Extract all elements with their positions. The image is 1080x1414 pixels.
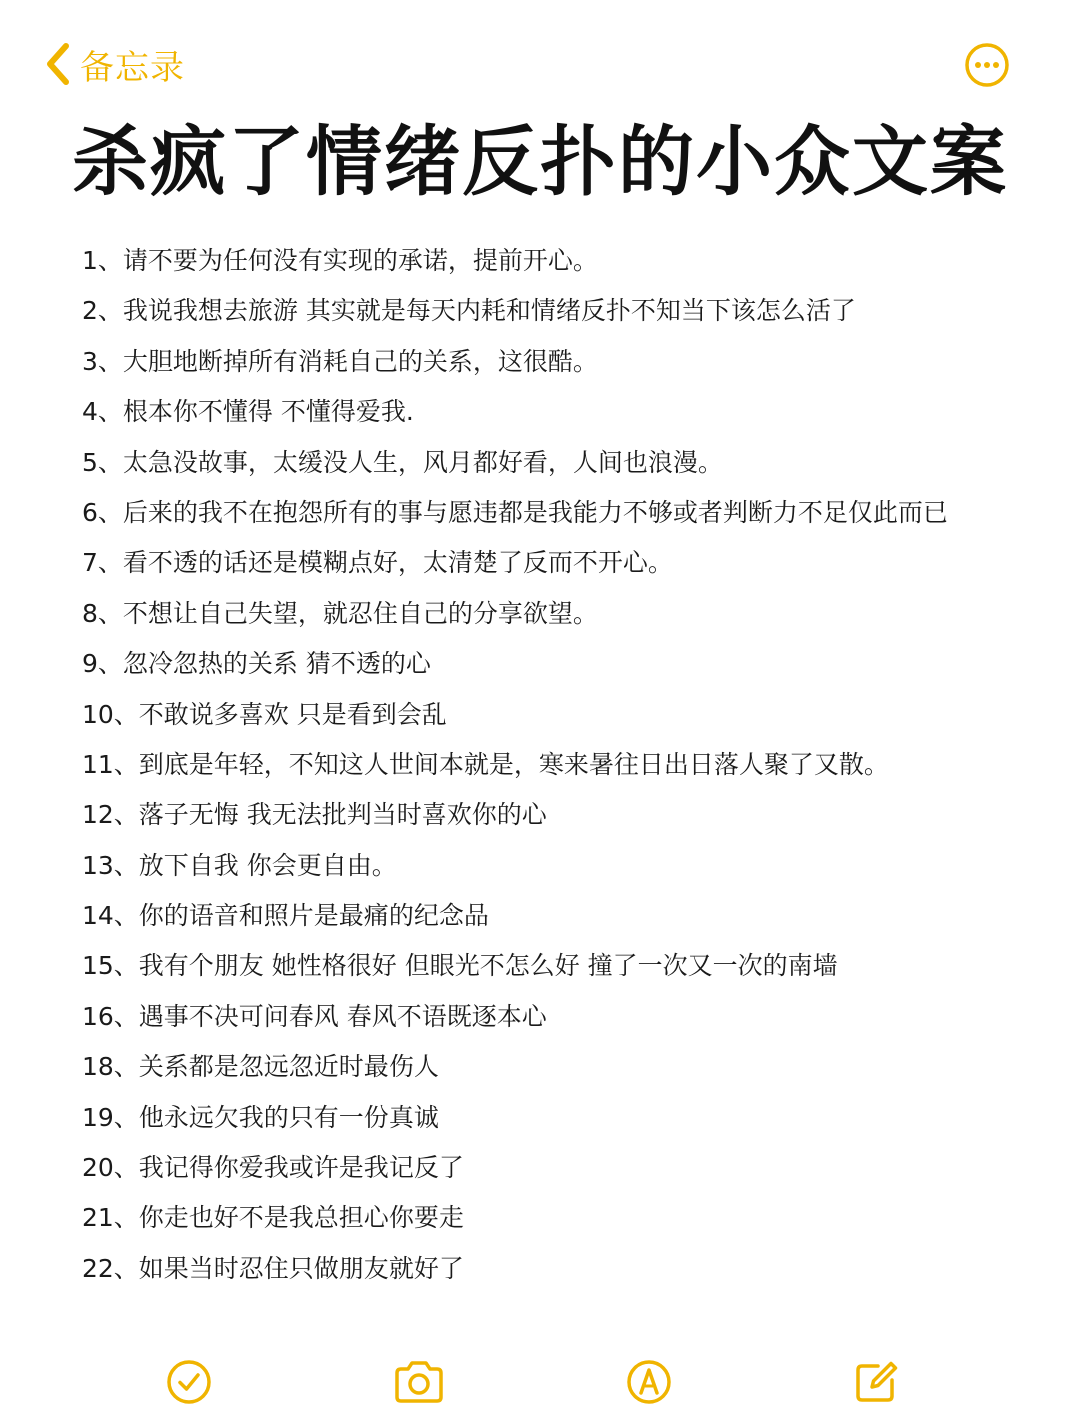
list-item: 6、后来的我不在抱怨所有的事与愿违都是我能力不够或者判断力不足仅此而已 — [82, 497, 948, 527]
list-item: 4、根本你不懂得 不懂得爱我. — [82, 397, 414, 427]
checklist-icon — [165, 1358, 213, 1406]
back-button[interactable] — [44, 40, 185, 88]
list-item: 22、如果当时忍住只做朋友就好了 — [82, 1253, 464, 1283]
list-item: 11、到底是年轻，不知这人世间本就是，寒来暑往日出日落人聚了又散。 — [82, 749, 889, 779]
list-item: 13、放下自我 你会更自由。 — [82, 850, 397, 880]
list-item: 1、请不要为任何没有实现的承诺，提前开心。 — [82, 246, 598, 275]
back-button-label: 备忘录 — [80, 47, 185, 88]
list-item: 5、太急没故事，太缓没人生，风月都好看，人间也浪漫。 — [82, 447, 723, 477]
list-item: 20、我记得你爱我或许是我记反了 — [82, 1153, 464, 1183]
markup-button[interactable] — [625, 1358, 673, 1406]
checklist-button[interactable] — [165, 1358, 213, 1406]
chevron-left-icon — [44, 42, 70, 86]
compose-icon — [852, 1358, 900, 1406]
bottom-toolbar — [0, 1350, 1080, 1414]
note-title: 杀疯了情绪反扑的小众文案 — [72, 117, 1008, 206]
markup-icon — [625, 1358, 673, 1406]
list-item: 10、不敢说多喜欢 只是看到会乱 — [82, 699, 447, 729]
note-body — [82, 236, 1042, 1294]
list-item: 12、落子无悔 我无法批判当时喜欢你的心 — [82, 800, 547, 830]
list-item: 3、大胆地断掉所有消耗自己的关系，这很酷。 — [82, 346, 598, 376]
list-item: 16、遇事不决可问春风 春风不语既逐本心 — [82, 1001, 547, 1031]
more-icon — [964, 42, 1010, 88]
list-item: 7、看不透的话还是模糊点好，太清楚了反而不开心。 — [82, 548, 673, 578]
camera-button[interactable] — [393, 1358, 445, 1406]
list-item: 21、你走也好不是我总担心你要走 — [82, 1203, 464, 1233]
list-item: 18、关系都是忽远忽近时最伤人 — [82, 1052, 439, 1082]
more-options-button[interactable] — [964, 42, 1010, 88]
navigation-bar — [0, 0, 1080, 120]
list-item: 9、忽冷忽热的关系 猜不透的心 — [82, 649, 431, 679]
list-item: 19、他永远欠我的只有一份真诚 — [82, 1102, 439, 1132]
list-item: 2、我说我想去旅游 其实就是每天内耗和情绪反扑不知当下该怎么活了 — [82, 296, 856, 326]
list-item: 14、你的语音和照片是最痛的纪念品 — [82, 901, 489, 931]
list-item: 8、不想让自己失望，就忍住自己的分享欲望。 — [82, 598, 598, 628]
compose-button[interactable] — [852, 1358, 900, 1406]
list-item: 15、我有个朋友 她性格很好 但眼光不怎么好 撞了一次又一次的南墙 — [82, 951, 838, 981]
camera-icon — [393, 1358, 445, 1406]
